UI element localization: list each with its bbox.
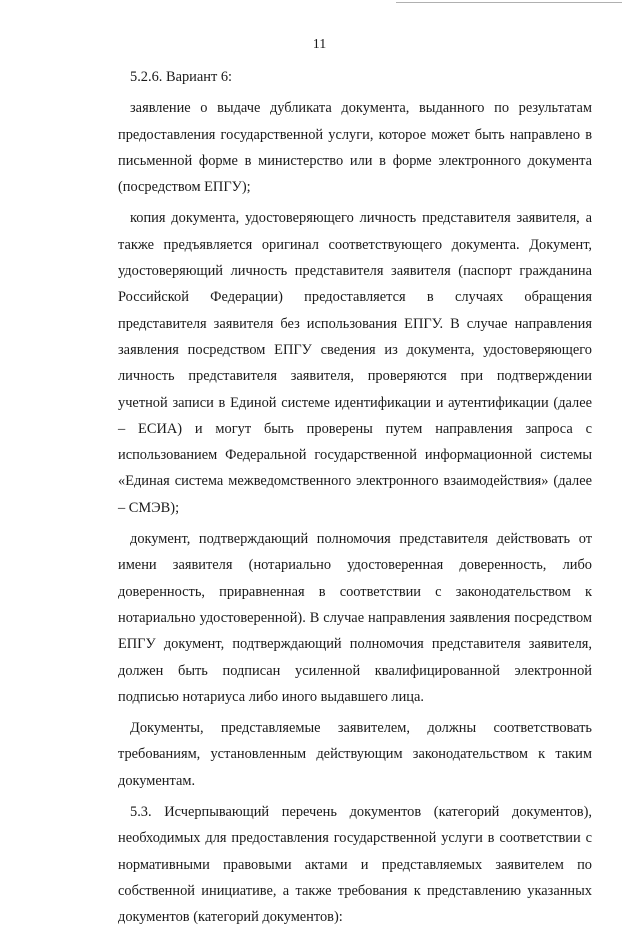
- paragraph-document-requirements: Документы, представляемые заявителем, должны соответствовать требованиям, установленным действующим законодательством к таким документам.: [118, 720, 592, 789]
- section-heading-5-2-6: 5.2.6. Вариант 6:: [130, 69, 233, 85]
- paragraph-duplicate-application: заявление о выдаче дубликата документа, выданного по результатам предоставления государственной услуги, которое может быть направлено в письменной форме в министерство или в форме электронного документа (посредством ЕПГУ);: [118, 100, 592, 196]
- document-body: [118, 64, 592, 931]
- paragraph-power-of-attorney: документ, подтверждающий полномочия представителя действовать от имени заявителя (нотариально удостоверенная доверенность, либо доверенность, приравненная в соответствии с законодательством к нотариально удостоверенной). В случае направления заявления посредством ЕПГУ документ, подтверждающий полномочия представителя заявителя, должен быть подписан усиленной квалифицированной электронной подписью нотариуса либо иного выдавшего лица.: [118, 531, 592, 705]
- section-5-3-paragraph: 5.3. Исчерпывающий перечень документов (категорий документов), необходимых для предоставления государственной услуги в соответствии с нормативными правовыми актами и представляемых заявителем по собственной инициативе, а также требования к представлению указанных документов (категорий документов):: [118, 804, 592, 926]
- paragraph-identity-document: копия документа, удостоверяющего личность представителя заявителя, а также предъявляется оригинал соответствующего документа. Документ, удостоверяющий личность представителя заявителя (паспорт гражданина Российской Федерации) предоставляется в случаях обращения представителя заявителя без использования ЕПГУ. В случае направления заявления посредством ЕПГУ сведения из документа, удостоверяющего личность представителя заявителя, проверяются при подтверждении учетной записи в Единой системе идентификации и аутентификации (далее – ЕСИА) и могут быть проверены путем направления запроса с использованием Федеральной государственной информационной системы «Единая система межведомственного электронного взаимодействия» (далее – СМЭВ);: [118, 210, 592, 516]
- top-rule: [396, 2, 622, 3]
- page-number: 11: [312, 37, 327, 52]
